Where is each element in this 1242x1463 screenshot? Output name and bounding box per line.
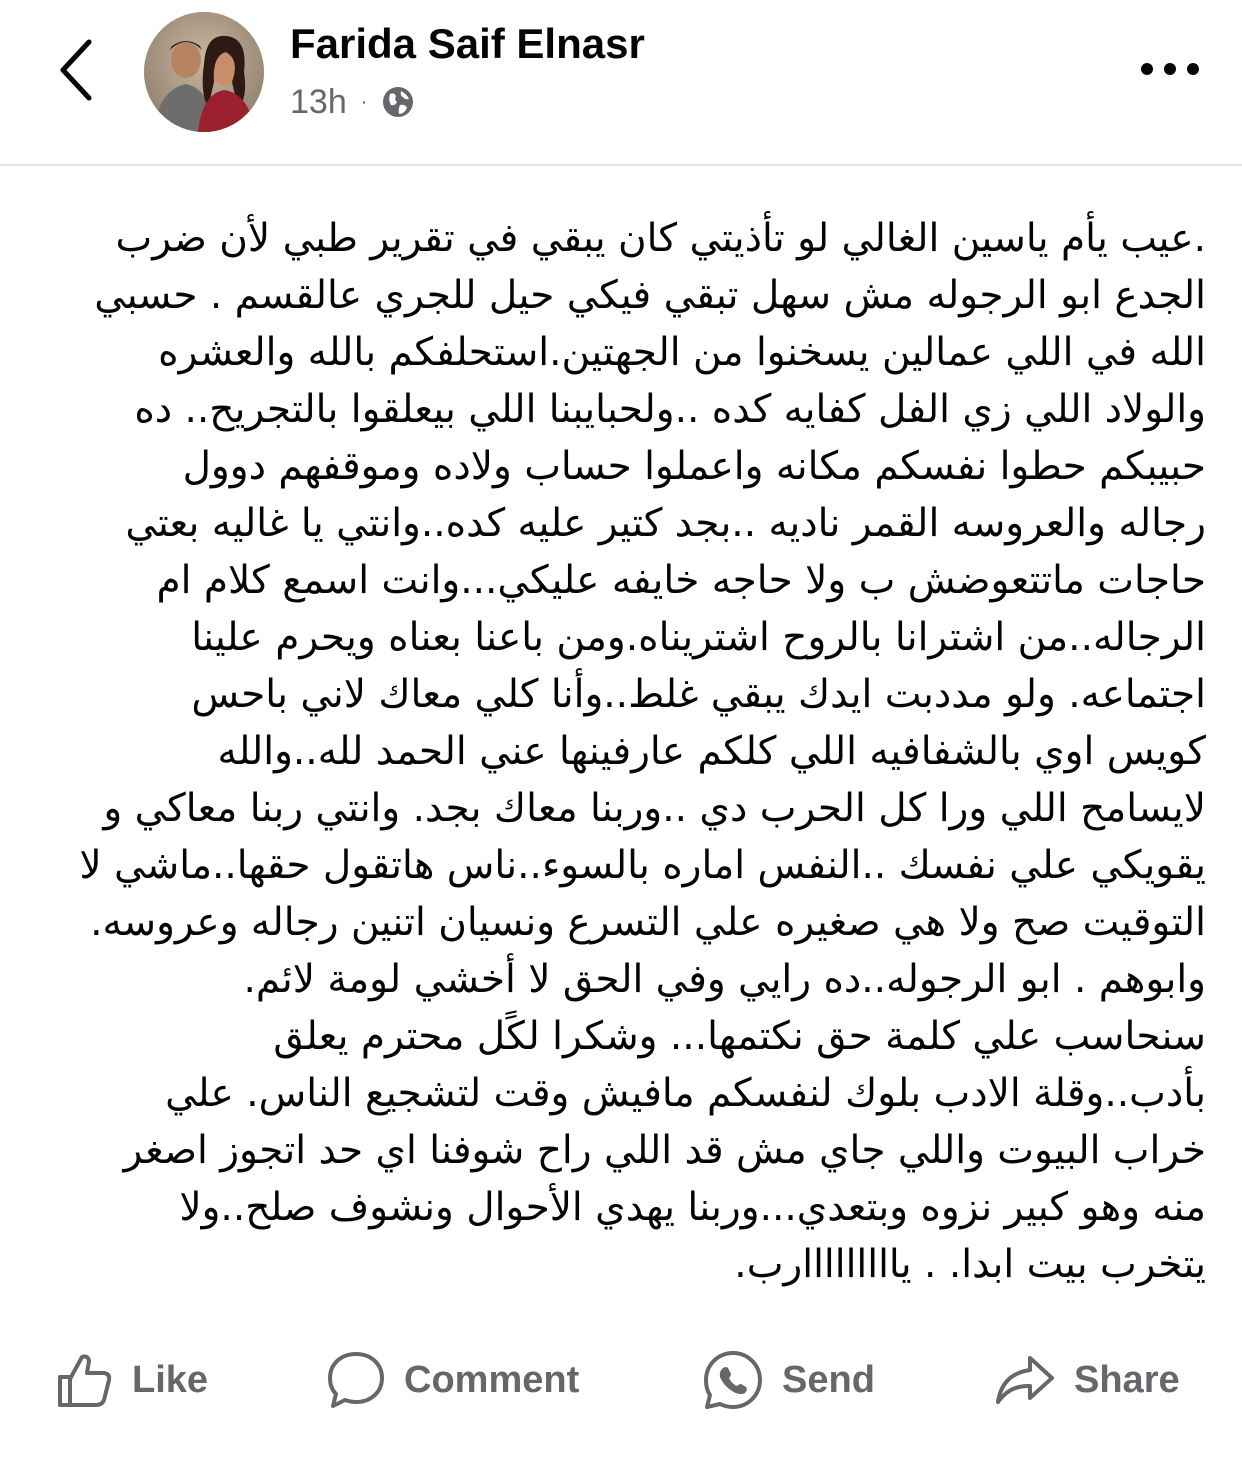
post-body-text xyxy=(36,210,1206,1293)
author-name[interactable]: Farida Saif Elnasr xyxy=(290,20,645,67)
post-text-line: يقويكي علي نفسك ..النفس اماره بالسوء..ناس هاتقول حقها..ماشي لا xyxy=(79,843,1206,888)
author-avatar[interactable] xyxy=(144,12,264,132)
globe-icon xyxy=(381,85,415,119)
share-label: Share xyxy=(1074,1358,1180,1401)
post-text-line: الله في اللي عمالين يسخنوا من الجهتين.استحلفكم بالله والعشره xyxy=(158,330,1206,375)
post-text-line: الرجاله..من اشترانا بالروح اشتريناه.ومن باعنا بعناه ويحرم علينا xyxy=(191,615,1206,660)
meta-separator: · xyxy=(360,90,368,113)
post-meta xyxy=(290,80,415,124)
comment-bubble-icon xyxy=(326,1350,386,1410)
post-text-line: الجدع ابو الرجوله مش سهل تبقي فيكي حيل للجري عالقسم . حسبي xyxy=(94,273,1206,318)
post-timestamp[interactable]: 13h xyxy=(290,82,347,121)
post-text-line: كويس اوي بالشفافيه اللي كلكم عارفينها عني الحمد لله..والله xyxy=(217,729,1206,774)
post-text-line: وابوهم . ابو الرجوله..ده رايي وفي الحق لا أخشي لومة لائم. xyxy=(243,957,1206,1002)
post-header xyxy=(0,0,1242,166)
post-text-line: يتخرب بيت ابدا. . يااااااااارب. xyxy=(734,1242,1206,1287)
post-text-line: والولاد اللي زي الفل كفايه كده ..ولحبايبنا اللي بيعلقوا بالتجريح.. ده xyxy=(134,387,1206,432)
post-text-line: سنحاسب علي كلمة حق نكتمها... وشكرا لكًل محترم يعلق xyxy=(273,1014,1206,1059)
share-arrow-icon xyxy=(994,1352,1056,1408)
like-label: Like xyxy=(132,1358,209,1401)
comment-label: Comment xyxy=(404,1358,580,1401)
post-text-line: اجتماعه. ولو مددبت ايدك يبقي غلط..وأنا كلي معاك لاني باحس xyxy=(191,672,1206,717)
chevron-left-icon xyxy=(55,38,95,102)
like-button[interactable] xyxy=(56,1330,208,1430)
send-button[interactable] xyxy=(702,1330,875,1430)
more-options-button[interactable] xyxy=(1130,44,1210,94)
post-text-line: خراب البيوت واللي جاي مش قد اللي راح شوفنا اي حد اتجوز اصغر xyxy=(123,1128,1206,1173)
post-text-line: حاجات ماتتعوضش ب ولا حاجه خايفه عليكي...وانت اسمع كلام ام xyxy=(156,558,1206,603)
back-button[interactable] xyxy=(40,30,110,110)
more-horizontal-icon xyxy=(1140,62,1200,76)
comment-button[interactable] xyxy=(326,1330,579,1430)
whatsapp-icon xyxy=(702,1349,764,1411)
post-action-bar xyxy=(0,1330,1242,1430)
post-text-line: .عيب يأم ياسين الغالي لو تأذيتي كان يبقي في تقرير طبي لأن ضرب xyxy=(115,216,1206,261)
send-label: Send xyxy=(782,1358,875,1401)
post-text-line: لايسامح اللي ورا كل الحرب دي ..وربنا معاك بجد. وانتي ربنا معاكي و xyxy=(103,786,1206,831)
avatar-photo xyxy=(144,12,264,132)
thumbs-up-icon xyxy=(56,1351,114,1409)
post-text-line: رجاله والعروسه القمر ناديه ..بجد كتير عليه كده..وانتي يا غاليه بعتي xyxy=(125,501,1206,546)
post-text-line: بأدب..وقلة الادب بلوك لنفسكم مافيش وقت لتشجيع الناس. علي xyxy=(165,1071,1206,1116)
post-text-line: التوقيت صح ولا هي صغيره علي التسرع ونسيان اتنين رجاله وعروسه. xyxy=(90,900,1206,945)
post-text-line: منه وهو كبير نزوه وبتعدي...وربنا يهدي الأحوال ونشوف صلح..ولا xyxy=(179,1185,1206,1230)
post-text-line: حبيبكم حطوا نفسكم مكانه واعملوا حساب ولاده وموقفهم دوول xyxy=(182,444,1206,489)
share-button[interactable] xyxy=(994,1330,1180,1430)
